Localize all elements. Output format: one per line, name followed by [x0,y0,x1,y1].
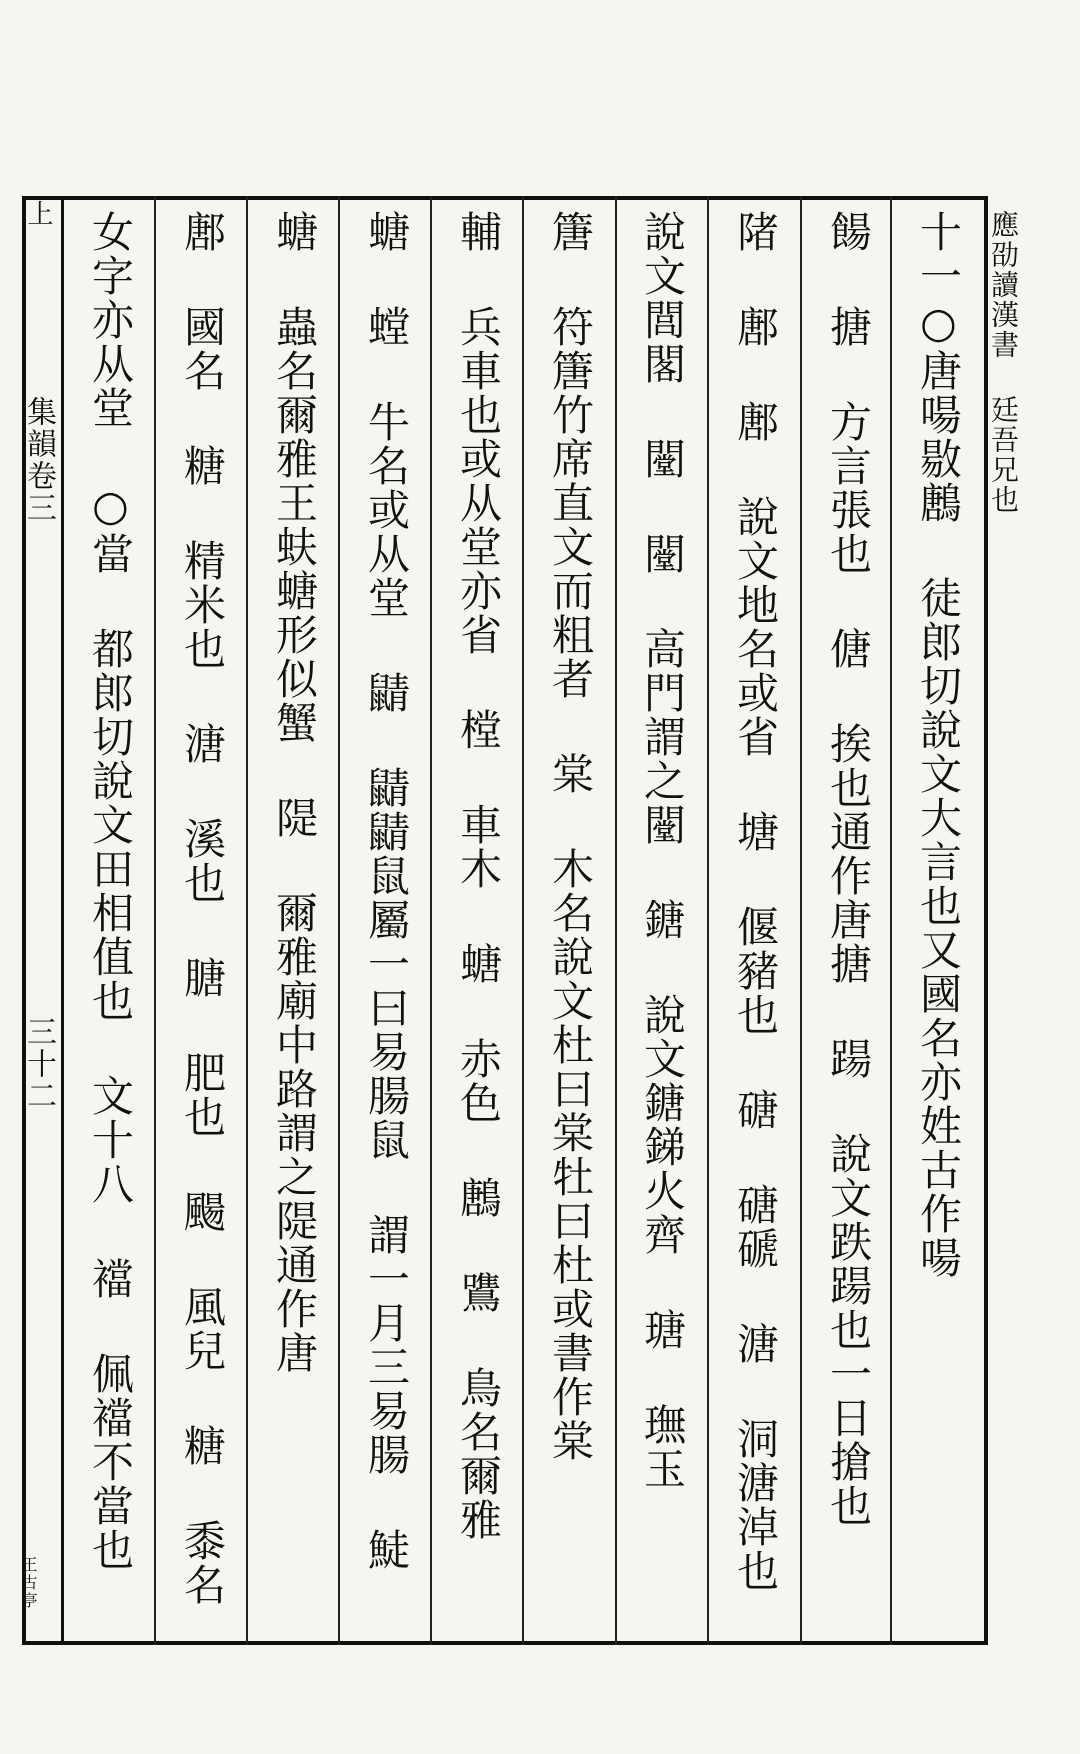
text-column-4: 陼 鄌 鄌 說文地名或省 塘 偃豬也 磄 磄磃 溏 洞溏淖也 [731,210,780,1593]
column-rule [800,196,802,1645]
column-rule [338,196,340,1645]
text-column-1: 應劭讀漢書 廷吾兄也 [987,210,1020,515]
text-column-5: 說文閭閣 闛 闛 高門謂之闛 鎕 說文鎕銻火齊 瑭 璑玉 [638,210,687,1491]
text-column-9: 螗 蟲名爾雅王蚨螗形似蟹 隄 爾雅廟中路謂之隄通作唐 [270,210,319,1375]
column-rule [430,196,432,1645]
column-rule [890,196,892,1645]
text-column-2: 十一○唐啺敭鶶 徒郎切說文大言也又國名亦姓古作啺 [914,210,963,1280]
text-column-7: 輔 兵車也或从堂亦省 樘 車木 螗 赤色 鶶 鷕 鳥名爾雅 [454,210,503,1542]
text-column-11: 女字亦从堂 ○當 都郎切說文田相值也 文十八 襠 佩襠不當也 [86,210,135,1572]
text-column-6: 篖 符篖竹席直文而粗者 棠 木名說文杜曰棠牡曰杜或書作棠 [546,210,595,1463]
column-rule [522,196,524,1645]
text-column-3: 餳 搪 方言張也 傏 挨也通作唐搪 踼 說文跌踼也一日搶也 [824,210,873,1528]
margin-top-mark: 上 [23,200,53,228]
column-rule [246,196,248,1645]
margin-bottom-mark: 王古亭 [19,1556,38,1610]
margin-column [14,196,64,1645]
margin-folio: 三十二 [21,1016,56,1112]
column-rule [154,196,156,1645]
column-rule [707,196,709,1645]
margin-title: 集韻卷三 [21,396,56,524]
text-column-10: 鄌 國名 糖 精米也 溏 溪也 膅 肥也 颺 風兒 糖 黍名 [178,210,227,1607]
text-column-8: 螗 螳 牛名或从堂 鼱 鼱鼱鼠屬一曰易腸鼠 謂一月三易腸 鯐 [362,210,411,1572]
column-rule [615,196,617,1645]
